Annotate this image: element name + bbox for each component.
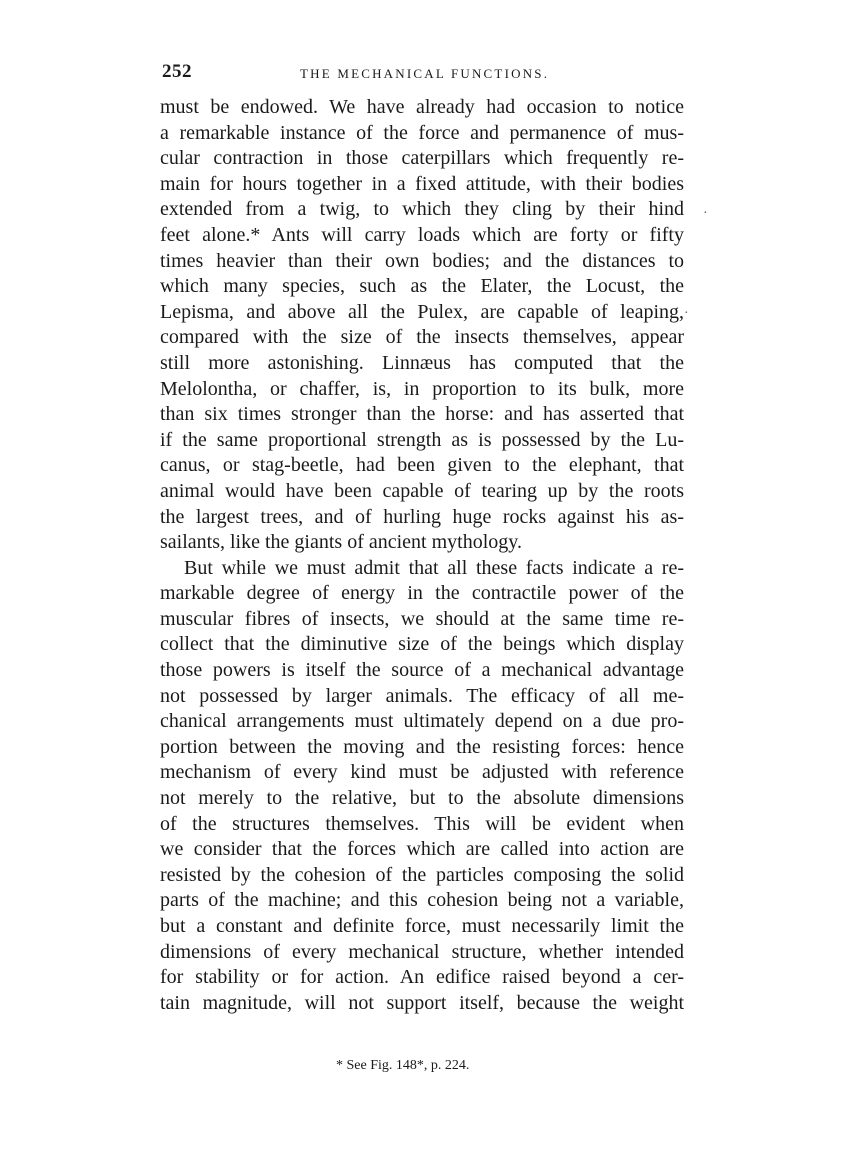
text-line: than six times stronger than the horse: and has asserted that <box>160 403 684 426</box>
text-line: chanical arrangements must ultimately depend on a due pro- <box>160 710 684 733</box>
text-line: main for hours together in a fixed attitude, with their bodies <box>160 172 684 195</box>
text-line: mechanism of every kind must be adjusted with reference <box>160 761 684 784</box>
text-line: not merely to the relative, but to the absolute dimensions <box>160 787 684 810</box>
text-line: compared with the size of the insects themselves, appear <box>160 326 684 349</box>
text-line: collect that the diminutive size of the beings which display <box>160 633 684 656</box>
text-line: not possessed by larger animals. The efficacy of all me- <box>160 684 684 707</box>
text-line: we consider that the forces which are called into action are <box>160 838 684 861</box>
text-line: for stability or for action. An edifice raised beyond a cer- <box>160 966 684 989</box>
text-line: which many species, such as the Elater, the Locust, the <box>160 275 684 298</box>
page-number: 252 <box>162 61 192 82</box>
text-line: sailants, like the giants of ancient mythology. <box>160 531 522 554</box>
text-line: but a constant and definite force, must necessarily limit the <box>160 915 684 937</box>
text-line: canus, or stag-beetle, had been given to the elephant, that <box>160 454 684 477</box>
text-line: must be endowed. We have already had occasion to notice <box>160 96 684 118</box>
text-line: extended from a twig, to which they cling by their hind <box>160 198 684 221</box>
margin-mark: · <box>684 306 689 321</box>
text-line: resisted by the cohesion of the particles composing the solid <box>160 863 684 886</box>
footnote: * See Fig. 148*, p. 224. <box>336 1058 470 1073</box>
text-line: cular contraction in those caterpillars which frequently re- <box>160 147 684 170</box>
text-line: Melolontha, or chaffer, is, in proportion to its bulk, more <box>160 377 684 400</box>
text-line: of the structures themselves. This will be evident when <box>160 812 684 835</box>
text-line: the largest trees, and of hurling huge rocks against his as- <box>160 505 684 528</box>
text-line: animal would have been capable of tearing up by the roots <box>160 479 684 502</box>
text-line: tain magnitude, will not support itself, because the weight <box>160 991 684 1014</box>
text-line: parts of the machine; and this cohesion being not a variable, <box>160 889 684 912</box>
text-line: those powers is itself the source of a mechanical advantage <box>160 659 684 682</box>
text-line: portion between the moving and the resisting forces: hence <box>160 735 684 758</box>
text-line: dimensions of every mechanical structure, whether intended <box>160 940 684 963</box>
text-line: But while we must admit that all these facts indicate a re- <box>184 556 684 579</box>
text-line: Lepisma, and above all the Pulex, are capable of leaping, <box>160 300 684 323</box>
text-line: markable degree of energy in the contractile power of the <box>160 582 684 605</box>
text-line: a remarkable instance of the force and permanence of mus- <box>160 121 684 144</box>
body-text <box>160 95 684 1016</box>
margin-mark: · <box>703 206 708 221</box>
text-line: still more astonishing. Linnæus has computed that the <box>160 351 684 374</box>
running-title: THE MECHANICAL FUNCTIONS. <box>300 66 550 81</box>
text-line: times heavier than their own bodies; and the distances to <box>160 249 684 272</box>
text-line: feet alone.* Ants will carry loads which are forty or fifty <box>160 223 684 246</box>
text-line: muscular fibres of insects, we should at the same time re- <box>160 607 684 630</box>
text-line: if the same proportional strength as is possessed by the Lu- <box>160 428 684 451</box>
